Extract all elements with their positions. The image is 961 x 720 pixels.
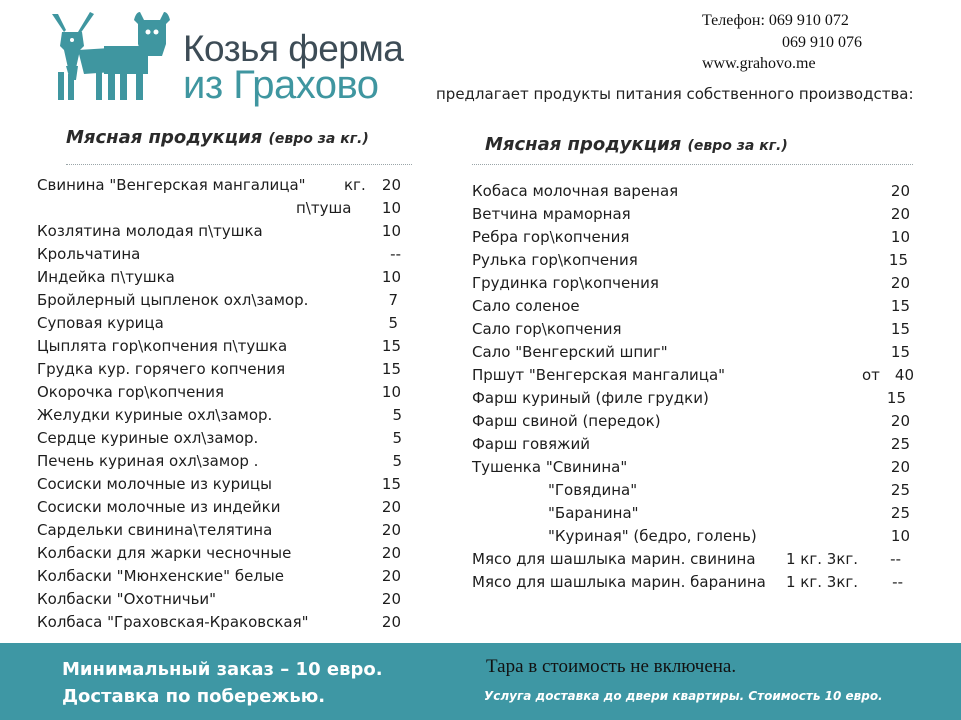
left-section-title [66,127,369,148]
item-name: Мясо для шашлыка марин. свинина [472,550,756,568]
item-price: 5 [388,314,398,332]
item-price: -- [890,550,901,568]
item-price: 5 [392,429,402,447]
item-name: Цыплята гор\копчения п\тушка [37,337,288,355]
item-unit: от [862,366,880,384]
item-price: 20 [381,567,401,585]
goat-cow-logo [48,10,176,102]
item-name: Сардельки свинина\телятина [37,521,273,539]
item-price: 20 [381,590,401,608]
item-price: 15 [890,297,910,315]
item-name: Грудка кур. горячего копчения [37,360,286,378]
item-price: 40 [894,366,914,384]
right-title-text: Мясная продукция [485,134,682,155]
item-name: Сало "Венгерский шпиг" [472,343,668,361]
item-name: Суповая курица [37,314,164,332]
item-price: 10 [381,222,401,240]
item-name: Рулька гор\копчения [472,251,638,269]
item-price: 25 [890,481,910,499]
item-price: 20 [381,176,401,194]
item-price: 10 [890,527,910,545]
item-name: "Баранина" [548,504,639,522]
item-price: 25 [890,435,910,453]
item-name: Колбаса "Граховская-Краковская" [37,613,309,631]
item-name: Тушенка "Свинина" [472,458,628,476]
item-price: 15 [888,251,908,269]
item-name: Фарш свиной (передок) [472,412,661,430]
tara-note: Тара в стоимость не включена. [486,656,737,677]
item-unit: 1 кг. 3кг. [786,550,859,568]
item-price: 15 [381,475,401,493]
brand-line-1: Козья ферма [183,28,404,69]
item-name: "Говядина" [548,481,638,499]
item-name: Печень куриная охл\замор . [37,452,259,470]
item-name: Ребра гор\копчения [472,228,630,246]
item-name: Фарш говяжий [472,435,591,453]
item-price: 20 [890,205,910,223]
item-name: "Куриная" (бедро, голень) [548,527,757,545]
item-name: Сосиски молочные из индейки [37,498,281,516]
item-name: Сосиски молочные из курицы [37,475,272,493]
brand-line-2: из Грахово [183,63,379,107]
item-name: Колбаски для жарки чесночные [37,544,292,562]
item-name: Грудинка гор\копчения [472,274,659,292]
item-price: 10 [381,383,401,401]
left-title-text: Мясная продукция [66,127,263,148]
item-price: 25 [890,504,910,522]
item-unit: 1 кг. 3кг. [786,573,859,591]
item-name: Козлятина молодая п\тушка [37,222,263,240]
item-name: Мясо для шашлыка марин. баранина [472,573,766,591]
item-price: 7 [388,291,398,309]
item-price: 20 [381,613,401,631]
item-price: 15 [890,343,910,361]
item-name: Кобаса молочная вареная [472,182,679,200]
item-price: 10 [890,228,910,246]
min-order: Минимальный заказ – 10 евро. [62,659,383,680]
item-price: 5 [392,452,402,470]
item-name: Сало соленое [472,297,580,315]
item-price: 20 [890,458,910,476]
right-section-title [485,134,788,155]
item-price: 10 [381,268,401,286]
item-price: 15 [381,337,401,355]
left-title-unit: (евро за кг.) [268,131,369,147]
item-price: 15 [381,360,401,378]
item-name: Сало гор\копчения [472,320,622,338]
item-name: Бройлерный цыпленок охл\замор. [37,291,309,309]
item-name: Желудки куриные охл\замор. [37,406,273,424]
item-price: -- [892,573,903,591]
item-price: 20 [381,498,401,516]
item-price: 15 [890,320,910,338]
item-price: 20 [381,521,401,539]
item-unit: кг. [344,176,366,194]
phone-2: 069 910 076 [782,34,862,51]
item-price: 5 [392,406,402,424]
footer-band [0,643,961,720]
website: www.grahovo.me [702,55,816,72]
item-name: Фарш куриный (филе грудки) [472,389,709,407]
item-price: 10 [381,199,401,217]
left-divider [66,164,412,165]
item-price: -- [390,245,401,263]
item-price: 20 [890,182,910,200]
item-name: Крольчатина [37,245,141,263]
item-price: 20 [381,544,401,562]
item-name: Свинина "Венгерская мангалица" [37,176,306,194]
item-name: Пршут "Венгерская мангалица" [472,366,726,384]
item-name: Колбаски "Мюнхенские" белые [37,567,284,585]
item-unit: п\туша [296,199,352,217]
right-divider [472,164,913,165]
item-name: Сердце куриные охл\замор. [37,429,259,447]
item-name: Индейка п\тушка [37,268,175,286]
item-name: Окорочка гор\копчения [37,383,224,401]
right-title-unit: (евро за кг.) [687,138,788,154]
delivery-note: Доставка по побережью. [62,686,326,707]
tagline: предлагает продукты питания собственного производства: [436,85,914,103]
item-name: Ветчина мраморная [472,205,631,223]
item-price: 20 [890,412,910,430]
item-name: Колбаски "Охотничьи" [37,590,217,608]
door-delivery-note: Услуга доставка до двери квартиры. Стоимость 10 евро. [484,689,883,703]
item-price: 15 [886,389,906,407]
phone-1: Телефон: 069 910 072 [702,12,849,29]
item-price: 20 [890,274,910,292]
